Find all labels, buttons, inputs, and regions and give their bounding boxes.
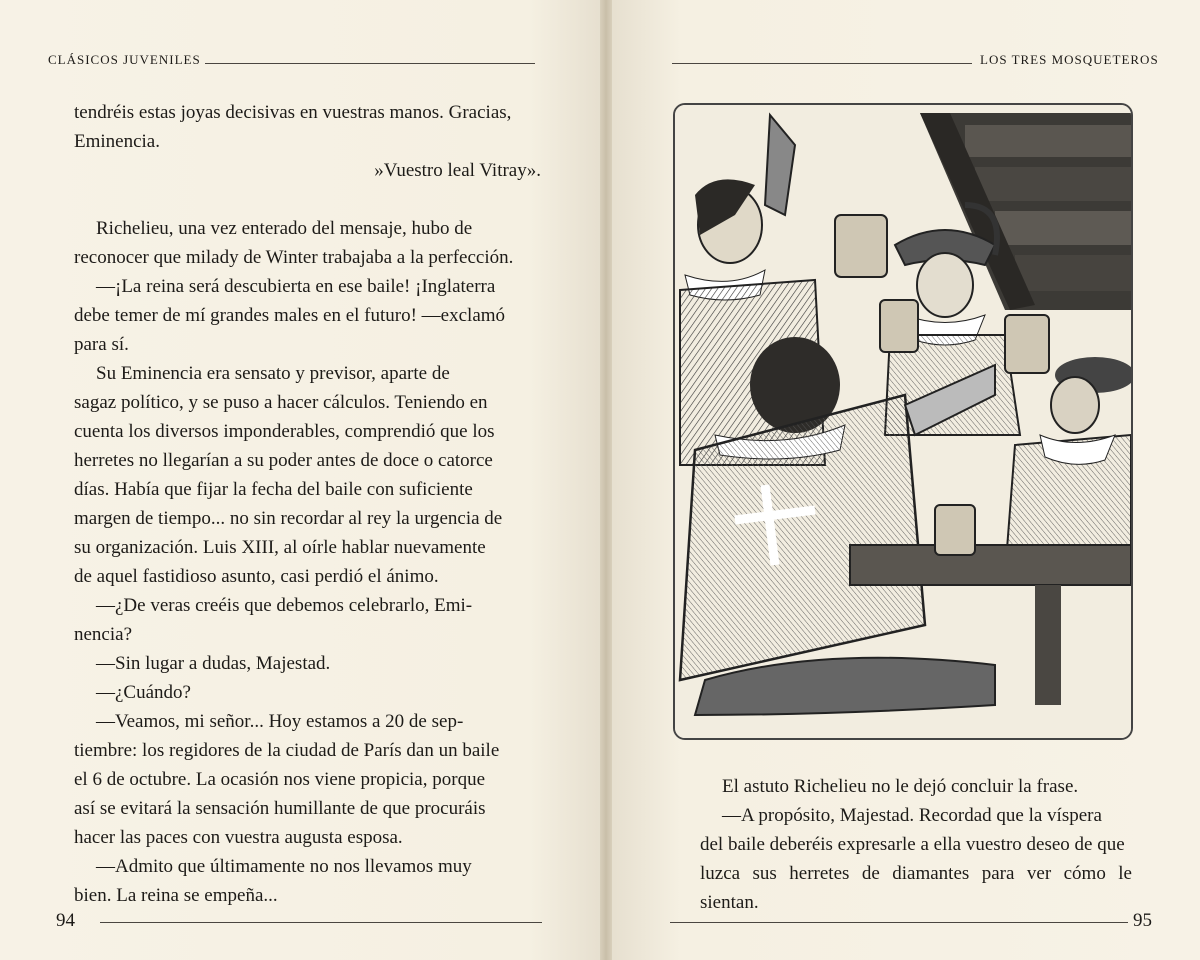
text-line: Richelieu, una vez enterado del mensaje, hubo de: [96, 218, 473, 239]
text-line: el 6 de octubre. La ocasión nos viene propicia, porque: [74, 769, 485, 790]
text-line: —¡La reina será descubierta en ese baile! ¡Inglaterra: [96, 276, 496, 297]
text-line: —Sin lugar a dudas, Majestad.: [96, 653, 331, 674]
right-page-number: 95: [1133, 910, 1152, 931]
left-running-head: CLÁSICOS JUVENILES: [48, 52, 201, 67]
text-line: sagaz político, y se puso a hacer cálculos. Teniendo en: [74, 392, 488, 413]
text-line: días. Había que fijar la fecha del baile con suficiente: [74, 479, 473, 500]
text-line: hacer las paces con vuestra augusta esposa.: [74, 827, 403, 848]
text-line: para sí.: [74, 334, 129, 355]
text-line: así se evitará la sensación humillante de que procuráis: [74, 798, 486, 819]
text-line: herretes no llegarían a su poder antes de doce o catorce: [74, 450, 493, 471]
text-line: Su Eminencia era sensato y previsor, aparte de: [96, 363, 450, 384]
text-line: reconocer que milady de Winter trabajaba a la perfección.: [74, 247, 514, 268]
left-header-rule: [205, 63, 535, 64]
left-page-number: 94: [56, 910, 75, 931]
paragraph-space: [74, 185, 541, 214]
right-header-rule: [672, 63, 972, 64]
text-line: Eminencia.: [74, 131, 160, 152]
text-line: tendréis estas joyas decisivas en vuestras manos. Gracias,: [74, 102, 512, 123]
text-line: —Veamos, mi señor... Hoy estamos a 20 de sep-: [96, 711, 464, 732]
text-line: luzca sus herretes de diamantes para ver cómo le sientan.: [700, 863, 1132, 913]
text-line: de aquel fastidioso asunto, casi perdió el ánimo.: [74, 566, 439, 587]
text-line: cuenta los diversos imponderables, comprendió que los: [74, 421, 495, 442]
text-line: —Admito que últimamente no nos llevamos muy: [96, 856, 472, 877]
text-line: —¿De veras creéis que debemos celebrarlo, Emi-: [96, 595, 473, 616]
text-line: debe temer de mí grandes males en el futuro! —exclamó: [74, 305, 506, 326]
book-gutter: [600, 0, 612, 960]
musketeers-illustration: [673, 103, 1133, 740]
text-line: —¿Cuándo?: [96, 682, 191, 703]
text-line: »Vuestro leal Vitray».: [374, 160, 541, 181]
text-line: El astuto Richelieu no le dejó concluir la frase.: [722, 776, 1079, 797]
right-footer-rule: [670, 922, 1128, 923]
right-running-head: LOS TRES MOSQUETEROS: [980, 52, 1159, 67]
text-line: nencia?: [74, 624, 133, 645]
text-line: del baile deberéis expresarle a ella vuestro deseo de que: [700, 834, 1125, 855]
text-line: su organización. Luis XIII, al oírle hablar nuevamente: [74, 537, 486, 558]
left-footer-rule: [100, 922, 542, 923]
text-line: bien. La reina se empeña...: [74, 885, 278, 906]
right-text-block: [700, 772, 1132, 917]
text-line: tiembre: los regidores de la ciudad de París dan un baile: [74, 740, 500, 761]
text-line: —A propósito, Majestad. Recordad que la víspera: [722, 805, 1102, 826]
left-text-block: [74, 98, 541, 910]
text-line: margen de tiempo... no sin recordar al rey la urgencia de: [74, 508, 503, 529]
